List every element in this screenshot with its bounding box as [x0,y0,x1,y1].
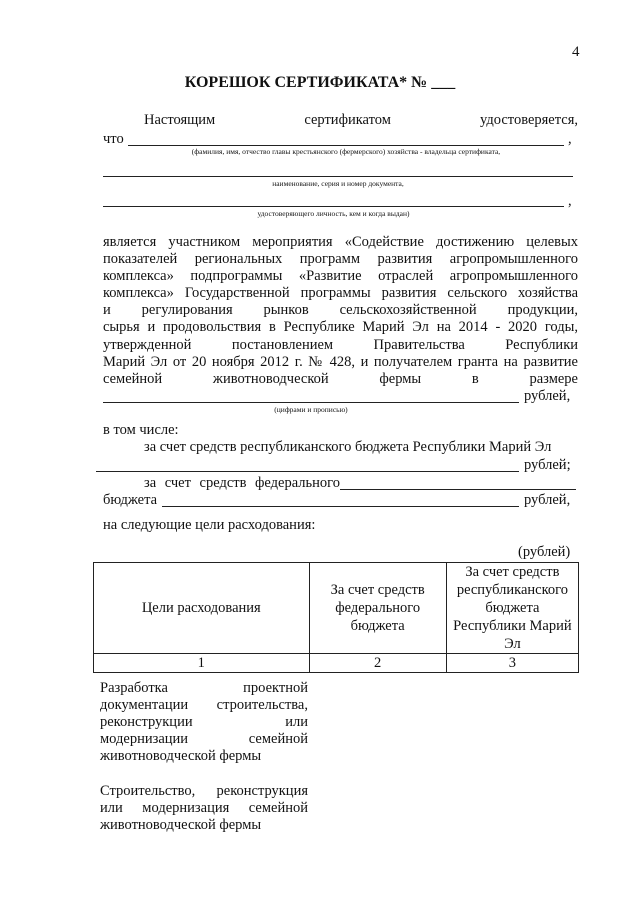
column-number-3: 3 [446,654,578,673]
regional-amount-line [96,471,519,472]
federal-name-line [340,489,576,490]
column-number-1: 1 [94,654,310,673]
regional-rubles: рублей; [524,457,571,473]
amount-line [103,402,519,403]
body-line-8: Марий Эл от 20 ноября 2012 г. № 428, и получателем гранта на развитие [103,354,578,370]
row-2-line-3: животноводческой фермы [100,817,262,833]
federal-amount-line [162,506,519,507]
intro-line [144,111,578,129]
federal-rubles: рублей, [524,492,571,508]
page-number: 4 [572,44,580,60]
column-number-2: 2 [309,654,446,673]
amount-rubles: рублей, [524,388,571,404]
row-1-line-5: животноводческой фермы [100,748,262,764]
federal-budget-prefix: за счет средств федерального [144,475,340,491]
intro-comma-1: , [568,131,572,147]
body-line-9: семейной животноводческой фермы в размере [103,371,578,387]
caption-amount: (цифрами и прописью) [274,405,348,414]
body-line-3: комплекса» подпрограммы «Развитие отраслей агропромышленного [103,268,578,284]
row-1-line-3: реконструкции или [100,714,308,730]
expense-table [93,562,579,673]
body-line-7: утвержденной постановлением Правительства Республики [103,337,578,353]
body-line-5: и регулирования рынков сельскохозяйственной продукции, [103,302,578,318]
intro-word-2: сертификатом [304,112,391,128]
caption-document: наименование, серия и номер документа, [272,179,404,188]
body-line-1: является участником мероприятия «Содействие достижению целевых [103,234,578,250]
row-2-line-1: Строительство, реконструкция [100,783,308,799]
row-2-line-2: или модернизация семейной [100,800,308,816]
header-federal: За счет средств федерального бюджета [309,563,446,654]
intro-word-3: удостоверяется, [480,112,578,128]
body-line-4: комплекса» Государственной программы развития сельского хозяйства [103,285,578,301]
intro-word-1: Настоящим [144,112,216,128]
purposes-intro: на следующие цели расходования: [103,517,316,533]
document-title: КОРЕШОК СЕРТИФИКАТА* № ___ [184,74,456,91]
federal-budget-label: бюджета [103,492,158,508]
header-regional: За счет средств республиканского бюджета Республики Марий Эл [446,563,578,654]
row-1-line-1: Разработка проектной [100,680,308,696]
owner-name-line [128,145,564,146]
row-1-line-4: модернизации семейной [100,731,308,747]
table-row-2 [100,783,308,834]
table-row-1 [100,680,308,765]
intro-that: что [103,131,124,147]
issuer-line [103,206,564,207]
including-label: в том числе: [103,422,179,438]
body-line-6: сырья и продовольствия в Республике Марий Эл на 2014 - 2020 годы, [103,319,578,335]
row-1-line-2: документации строительства, [100,697,308,713]
document-line [103,176,573,177]
intro-comma-2: , [568,193,572,209]
caption-issuer: удостоверяющего личность, кем и когда выдан) [257,209,410,218]
caption-owner: (фамилия, имя, отчество главы крестьянского (фермерского) хозяйства - владельца сертификата, [191,147,501,156]
table-unit: (рублей) [518,544,571,560]
header-purpose: Цели расходования [94,563,310,654]
regional-budget-text: за счет средств республиканского бюджета Республики Марий Эл [144,439,552,455]
body-line-2: показателей региональных программ развития агропромышленного [103,251,578,267]
